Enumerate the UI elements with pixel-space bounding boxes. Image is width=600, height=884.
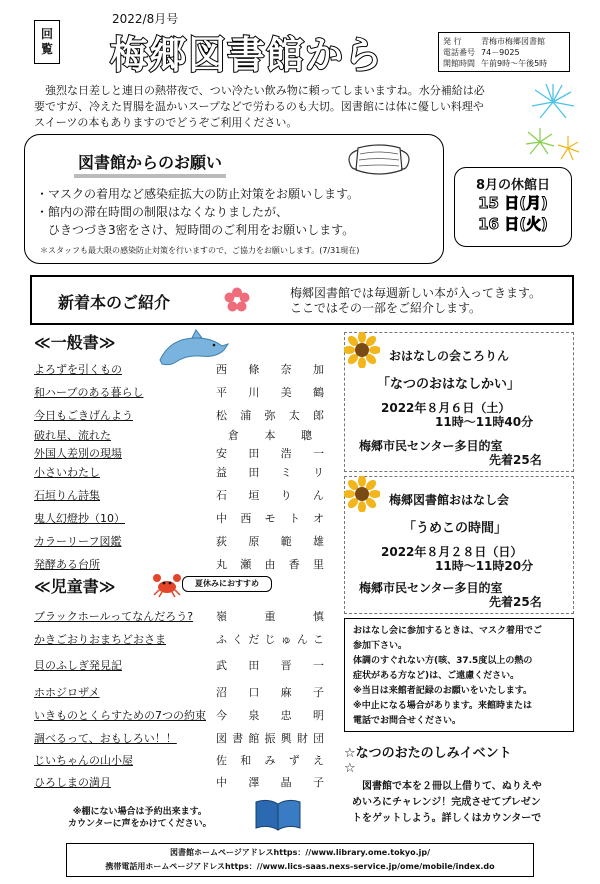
crab-icon [152, 570, 182, 598]
mask-icon [344, 140, 414, 180]
book-title: 調べるって、おもしろい！！ [34, 732, 177, 745]
sunflower-icon [344, 476, 380, 512]
book-title: 破れ星、流れた [34, 429, 111, 442]
summer-recommend-badge: 夏休みにおすすめ [182, 576, 272, 592]
book-author: 佐和みずえ [216, 754, 324, 767]
book-author: 武田晋一 [216, 659, 324, 672]
event-title: ☆なつのおたのしみイベント [344, 746, 512, 761]
book-title: 石垣りん詩集 [34, 489, 100, 502]
book-author: 松浦弥太郎 [216, 409, 324, 422]
book-title: じいちゃんの山小屋 [34, 754, 133, 767]
story-place: 梅郷市民センター多目的室 [359, 439, 503, 453]
plum-flower-icon [224, 287, 250, 313]
book-title: いきものとくらすための7つの約束 [34, 709, 206, 722]
book-author: 石垣りん [216, 489, 324, 502]
book-author: 安田浩一 [216, 447, 324, 460]
new-books-text: 梅郷図書館では毎週新しい本が入ってきます。 ここではその一部をご紹介します。 [290, 286, 542, 315]
closed-days-title: 8月の休館日 [475, 178, 551, 193]
book-author: 倉本聰 [228, 429, 312, 442]
book-author: ふくだじゅんこ [216, 633, 324, 646]
fireworks-icon [518, 80, 588, 180]
book-title: 和ハーブのある暮らし [34, 386, 144, 399]
book-author: 丸瀬由香里 [216, 558, 324, 571]
book-author: 嶺重慎 [216, 610, 324, 623]
book-title: ブラックホールってなんだろう? [34, 610, 194, 623]
request-title: 図書館からのお願い [74, 150, 226, 178]
footer-urls [66, 843, 534, 877]
circulation-stamp: 回 覧 [34, 20, 60, 64]
request-list [36, 185, 359, 239]
story-capacity: 先着25名 [489, 453, 542, 467]
book-author: 平川美鶴 [216, 386, 324, 399]
book-author: 荻原範雄 [216, 535, 324, 548]
book-title: 小さいわたし [34, 466, 100, 479]
children-books-title: ≪児童書≫ [34, 577, 116, 596]
book-title: かきごおりおまちどおさま [34, 633, 166, 646]
book-title: ホホジロザメ [34, 686, 100, 699]
general-books-title: ≪一般書≫ [34, 333, 116, 352]
book-author: 益田ミリ [216, 466, 324, 479]
open-book-icon [250, 794, 306, 834]
library-info-box: 発 行 青梅市梅郷図書館 電話番号 74－9025 開館時間 午前9時～午後5時 [438, 32, 570, 72]
reserve-note: ※棚にない場合は予約出来ます。 カウンターに声をかけてください。 [68, 807, 212, 829]
book-author: 沼口麻子 [216, 686, 324, 699]
story-date: 2022年８月２８日（日） [381, 545, 523, 559]
event-body: 図書館で本を２冊以上借りて、ぬりえや めいろにチャレンジ！完成させてプレゼン トをゲットしよう。詳しくはカウンターで [352, 781, 542, 824]
book-author: 今泉忠明 [216, 709, 324, 722]
book-author: 中澤晶子 [216, 776, 324, 789]
book-title: カラーリーフ図鑑 [34, 535, 122, 548]
book-author: 中西モトオ [216, 512, 324, 525]
story-notice-box: おはなし会に参加するときは、マスク着用でご 参加下さい。 体調のすぐれない方(咳、37.5度以上の熱の 症状がある方など)は、ご遠慮ください。 ※当日は来館者記録のお願いをいたします。 ※中止になる場合があります。来館時または 電話でお問合せください。 [344, 618, 574, 732]
new-books-title: 新着本のご紹介 [58, 293, 171, 312]
request-note: ＊スタッフも最大限の感染防止対策を行いますので、ご協力をお願いします。(7/31現在) [40, 246, 360, 255]
story-date: 2022年８月６日（土） [381, 401, 511, 415]
page-title: 梅郷図書館から [110, 33, 384, 77]
star-icon: ☆ [344, 761, 356, 776]
issue-date: 2022/8月号 [112, 12, 179, 26]
story-group-name: 梅郷図書館おはなし会 [389, 493, 510, 507]
book-author: 図書館振興財団 [216, 732, 324, 745]
book-title: 鬼人幻燈抄（10） [34, 512, 125, 525]
book-title: 発酵ある台所 [34, 558, 100, 571]
request-line: ・館内の滞在時間の制限はなくなりましたが、 [36, 205, 289, 219]
story-event-name: 「なつのおはなしかい」 [377, 377, 521, 392]
story-place: 梅郷市民センター多目的室 [359, 581, 503, 595]
closed-date: 16 日(火) [478, 215, 548, 233]
story-capacity: 先着25名 [489, 595, 542, 609]
closed-days-box [454, 167, 572, 247]
closed-date: 15 日(月) [478, 194, 548, 212]
story-time: 11時～11時20分 [435, 559, 534, 573]
intro-text: 強烈な日差しと連日の熱帯夜で、つい冷たい飲み物に頼ってしまいますね。水分補給は必 要ですが、冷えた胃腸を温かいスープなどで労わるのも大切。図書館には体に優しい料理や スイーツの本もありますのでどうぞご利用ください。 [34, 84, 485, 129]
story-event-name: 「うめこの時間」 [403, 521, 508, 536]
book-author: 西條奈加 [216, 363, 324, 376]
book-title: 貝のふしぎ発見記 [34, 659, 122, 672]
book-title: よろずを引くもの [34, 363, 122, 376]
request-line: ひきつづき3密をさけ、短時間のご利用をお願いします。 [36, 223, 355, 237]
story-group-name: おはなしの会ころりん [389, 349, 510, 363]
story-time: 11時～11時40分 [435, 415, 534, 429]
request-line: ・マスクの着用など感染症拡大の防止対策をお願いします。 [36, 187, 360, 201]
mobile-homepage-url[interactable]: 携帯電話用ホームページアドレスhttps：//www.lics-saas.nexs-service.jp/ome/mobile/index.do [105, 862, 495, 871]
book-title: 外国人差別の現場 [34, 447, 122, 460]
homepage-url[interactable]: 図書館ホームページアドレスhttps：//www.library.ome.tokyo.jp/ [169, 848, 431, 857]
sunflower-icon [344, 332, 380, 368]
book-title: 今日もごきげんよう [34, 409, 133, 422]
book-title: ひろしまの満月 [34, 776, 111, 789]
